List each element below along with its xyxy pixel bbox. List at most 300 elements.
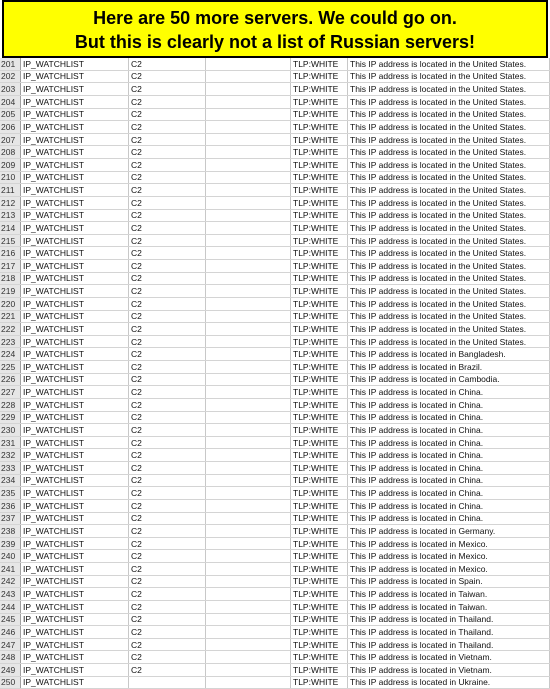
tlp-cell[interactable]: TLP:WHITE: [291, 323, 348, 336]
row-number-header[interactable]: 233: [0, 462, 21, 475]
tlp-cell[interactable]: TLP:WHITE: [291, 159, 348, 172]
empty-cell[interactable]: [206, 436, 291, 449]
row-number-header[interactable]: 201: [0, 58, 21, 70]
row-number-header[interactable]: 223: [0, 335, 21, 348]
type-cell[interactable]: C2: [129, 373, 206, 386]
row-number-header[interactable]: 228: [0, 398, 21, 411]
row-number-header[interactable]: 220: [0, 297, 21, 310]
empty-cell[interactable]: [206, 525, 291, 538]
tlp-cell[interactable]: TLP:WHITE: [291, 613, 348, 626]
type-cell[interactable]: C2: [129, 95, 206, 108]
empty-cell[interactable]: [206, 361, 291, 374]
tlp-cell[interactable]: TLP:WHITE: [291, 462, 348, 475]
table-row[interactable]: [0, 449, 550, 462]
empty-cell[interactable]: [206, 209, 291, 222]
indicator-cell[interactable]: IP_WATCHLIST: [21, 272, 129, 285]
description-cell[interactable]: This IP address is located in the United States.: [348, 58, 550, 70]
type-cell[interactable]: C2: [129, 499, 206, 512]
description-cell[interactable]: This IP address is located in the United States.: [348, 133, 550, 146]
description-cell[interactable]: This IP address is located in Taiwan.: [348, 600, 550, 613]
tlp-cell[interactable]: TLP:WHITE: [291, 171, 348, 184]
row-number-header[interactable]: 234: [0, 474, 21, 487]
row-number-header[interactable]: 210: [0, 171, 21, 184]
indicator-cell[interactable]: IP_WATCHLIST: [21, 146, 129, 159]
description-cell[interactable]: This IP address is located in China.: [348, 449, 550, 462]
description-cell[interactable]: This IP address is located in Bangladesh.: [348, 348, 550, 361]
type-cell[interactable]: C2: [129, 575, 206, 588]
table-row[interactable]: [0, 285, 550, 298]
indicator-cell[interactable]: IP_WATCHLIST: [21, 171, 129, 184]
tlp-cell[interactable]: TLP:WHITE: [291, 121, 348, 134]
empty-cell[interactable]: [206, 512, 291, 525]
indicator-cell[interactable]: IP_WATCHLIST: [21, 348, 129, 361]
type-cell[interactable]: C2: [129, 108, 206, 121]
indicator-cell[interactable]: IP_WATCHLIST: [21, 209, 129, 222]
tlp-cell[interactable]: TLP:WHITE: [291, 95, 348, 108]
type-cell[interactable]: C2: [129, 209, 206, 222]
row-number-header[interactable]: 248: [0, 651, 21, 664]
description-cell[interactable]: This IP address is located in the United States.: [348, 222, 550, 235]
row-number-header[interactable]: 238: [0, 525, 21, 538]
type-cell[interactable]: C2: [129, 626, 206, 639]
row-number-header[interactable]: 221: [0, 310, 21, 323]
table-row[interactable]: [0, 512, 550, 525]
tlp-cell[interactable]: TLP:WHITE: [291, 499, 348, 512]
type-cell[interactable]: C2: [129, 563, 206, 576]
indicator-cell[interactable]: IP_WATCHLIST: [21, 424, 129, 437]
table-row[interactable]: [0, 575, 550, 588]
tlp-cell[interactable]: TLP:WHITE: [291, 575, 348, 588]
description-cell[interactable]: This IP address is located in Vietnam.: [348, 664, 550, 677]
table-row[interactable]: [0, 411, 550, 424]
type-cell[interactable]: C2: [129, 638, 206, 651]
type-cell[interactable]: C2: [129, 196, 206, 209]
row-number-header[interactable]: 215: [0, 234, 21, 247]
description-cell[interactable]: This IP address is located in China.: [348, 411, 550, 424]
empty-cell[interactable]: [206, 70, 291, 83]
indicator-cell[interactable]: IP_WATCHLIST: [21, 449, 129, 462]
type-cell[interactable]: C2: [129, 386, 206, 399]
empty-cell[interactable]: [206, 285, 291, 298]
row-number-header[interactable]: 239: [0, 537, 21, 550]
tlp-cell[interactable]: TLP:WHITE: [291, 600, 348, 613]
table-row[interactable]: [0, 361, 550, 374]
indicator-cell[interactable]: IP_WATCHLIST: [21, 651, 129, 664]
empty-cell[interactable]: [206, 398, 291, 411]
row-number-header[interactable]: 243: [0, 588, 21, 601]
type-cell[interactable]: C2: [129, 335, 206, 348]
description-cell[interactable]: This IP address is located in Vietnam.: [348, 651, 550, 664]
indicator-cell[interactable]: IP_WATCHLIST: [21, 133, 129, 146]
description-cell[interactable]: This IP address is located in the United States.: [348, 146, 550, 159]
table-row[interactable]: [0, 373, 550, 386]
description-cell[interactable]: This IP address is located in the United States.: [348, 159, 550, 172]
tlp-cell[interactable]: TLP:WHITE: [291, 474, 348, 487]
description-cell[interactable]: This IP address is located in the United States.: [348, 121, 550, 134]
tlp-cell[interactable]: TLP:WHITE: [291, 563, 348, 576]
empty-cell[interactable]: [206, 222, 291, 235]
row-number-header[interactable]: 224: [0, 348, 21, 361]
table-row[interactable]: [0, 196, 550, 209]
type-cell[interactable]: C2: [129, 361, 206, 374]
description-cell[interactable]: This IP address is located in Brazil.: [348, 361, 550, 374]
tlp-cell[interactable]: TLP:WHITE: [291, 525, 348, 538]
table-row[interactable]: [0, 108, 550, 121]
empty-cell[interactable]: [206, 184, 291, 197]
description-cell[interactable]: This IP address is located in Mexico.: [348, 550, 550, 563]
row-number-header[interactable]: 203: [0, 83, 21, 96]
tlp-cell[interactable]: TLP:WHITE: [291, 386, 348, 399]
row-number-header[interactable]: 212: [0, 196, 21, 209]
empty-cell[interactable]: [206, 386, 291, 399]
indicator-cell[interactable]: IP_WATCHLIST: [21, 373, 129, 386]
empty-cell[interactable]: [206, 588, 291, 601]
empty-cell[interactable]: [206, 335, 291, 348]
table-row[interactable]: [0, 297, 550, 310]
type-cell[interactable]: C2: [129, 121, 206, 134]
table-row[interactable]: [0, 335, 550, 348]
table-row[interactable]: [0, 121, 550, 134]
table-row[interactable]: [0, 58, 550, 70]
table-row[interactable]: [0, 424, 550, 437]
tlp-cell[interactable]: TLP:WHITE: [291, 436, 348, 449]
description-cell[interactable]: This IP address is located in Mexico.: [348, 537, 550, 550]
tlp-cell[interactable]: TLP:WHITE: [291, 626, 348, 639]
row-number-header[interactable]: 246: [0, 626, 21, 639]
row-number-header[interactable]: 216: [0, 247, 21, 260]
empty-cell[interactable]: [206, 247, 291, 260]
row-number-header[interactable]: 237: [0, 512, 21, 525]
tlp-cell[interactable]: TLP:WHITE: [291, 285, 348, 298]
row-number-header[interactable]: 214: [0, 222, 21, 235]
description-cell[interactable]: This IP address is located in China.: [348, 436, 550, 449]
description-cell[interactable]: This IP address is located in China.: [348, 512, 550, 525]
type-cell[interactable]: C2: [129, 424, 206, 437]
indicator-cell[interactable]: IP_WATCHLIST: [21, 537, 129, 550]
indicator-cell[interactable]: IP_WATCHLIST: [21, 323, 129, 336]
empty-cell[interactable]: [206, 373, 291, 386]
type-cell[interactable]: C2: [129, 487, 206, 500]
type-cell[interactable]: C2: [129, 83, 206, 96]
tlp-cell[interactable]: TLP:WHITE: [291, 133, 348, 146]
row-number-header[interactable]: 219: [0, 285, 21, 298]
description-cell[interactable]: This IP address is located in the United States.: [348, 247, 550, 260]
indicator-cell[interactable]: IP_WATCHLIST: [21, 499, 129, 512]
empty-cell[interactable]: [206, 676, 291, 689]
row-number-header[interactable]: 222: [0, 323, 21, 336]
row-number-header[interactable]: 206: [0, 121, 21, 134]
tlp-cell[interactable]: TLP:WHITE: [291, 272, 348, 285]
description-cell[interactable]: This IP address is located in the United States.: [348, 83, 550, 96]
tlp-cell[interactable]: TLP:WHITE: [291, 234, 348, 247]
description-cell[interactable]: This IP address is located in Cambodia.: [348, 373, 550, 386]
tlp-cell[interactable]: TLP:WHITE: [291, 638, 348, 651]
tlp-cell[interactable]: TLP:WHITE: [291, 550, 348, 563]
empty-cell[interactable]: [206, 108, 291, 121]
empty-cell[interactable]: [206, 575, 291, 588]
indicator-cell[interactable]: IP_WATCHLIST: [21, 676, 129, 689]
empty-cell[interactable]: [206, 58, 291, 70]
indicator-cell[interactable]: IP_WATCHLIST: [21, 184, 129, 197]
description-cell[interactable]: This IP address is located in the United States.: [348, 171, 550, 184]
description-cell[interactable]: This IP address is located in the United States.: [348, 297, 550, 310]
indicator-cell[interactable]: IP_WATCHLIST: [21, 310, 129, 323]
tlp-cell[interactable]: TLP:WHITE: [291, 449, 348, 462]
description-cell[interactable]: This IP address is located in the United States.: [348, 310, 550, 323]
description-cell[interactable]: This IP address is located in China.: [348, 424, 550, 437]
table-row[interactable]: [0, 83, 550, 96]
empty-cell[interactable]: [206, 260, 291, 273]
indicator-cell[interactable]: IP_WATCHLIST: [21, 436, 129, 449]
row-number-header[interactable]: 232: [0, 449, 21, 462]
empty-cell[interactable]: [206, 499, 291, 512]
row-number-header[interactable]: 231: [0, 436, 21, 449]
table-row[interactable]: [0, 626, 550, 639]
indicator-cell[interactable]: IP_WATCHLIST: [21, 159, 129, 172]
type-cell[interactable]: C2: [129, 146, 206, 159]
type-cell[interactable]: C2: [129, 525, 206, 538]
empty-cell[interactable]: [206, 196, 291, 209]
tlp-cell[interactable]: TLP:WHITE: [291, 310, 348, 323]
indicator-cell[interactable]: IP_WATCHLIST: [21, 70, 129, 83]
empty-cell[interactable]: [206, 348, 291, 361]
indicator-cell[interactable]: IP_WATCHLIST: [21, 234, 129, 247]
empty-cell[interactable]: [206, 651, 291, 664]
row-number-header[interactable]: 209: [0, 159, 21, 172]
type-cell[interactable]: C2: [129, 512, 206, 525]
tlp-cell[interactable]: TLP:WHITE: [291, 487, 348, 500]
indicator-cell[interactable]: IP_WATCHLIST: [21, 108, 129, 121]
indicator-cell[interactable]: IP_WATCHLIST: [21, 588, 129, 601]
description-cell[interactable]: This IP address is located in the United States.: [348, 184, 550, 197]
tlp-cell[interactable]: TLP:WHITE: [291, 373, 348, 386]
tlp-cell[interactable]: TLP:WHITE: [291, 676, 348, 689]
description-cell[interactable]: This IP address is located in China.: [348, 398, 550, 411]
tlp-cell[interactable]: TLP:WHITE: [291, 411, 348, 424]
tlp-cell[interactable]: TLP:WHITE: [291, 335, 348, 348]
type-cell[interactable]: C2: [129, 297, 206, 310]
empty-cell[interactable]: [206, 600, 291, 613]
description-cell[interactable]: This IP address is located in China.: [348, 474, 550, 487]
empty-cell[interactable]: [206, 462, 291, 475]
indicator-cell[interactable]: IP_WATCHLIST: [21, 121, 129, 134]
table-row[interactable]: [0, 613, 550, 626]
empty-cell[interactable]: [206, 411, 291, 424]
indicator-cell[interactable]: IP_WATCHLIST: [21, 222, 129, 235]
table-row[interactable]: [0, 209, 550, 222]
type-cell[interactable]: C2: [129, 436, 206, 449]
table-row[interactable]: [0, 70, 550, 83]
table-row[interactable]: [0, 398, 550, 411]
empty-cell[interactable]: [206, 424, 291, 437]
indicator-cell[interactable]: IP_WATCHLIST: [21, 600, 129, 613]
description-cell[interactable]: This IP address is located in China.: [348, 462, 550, 475]
row-number-header[interactable]: 250: [0, 676, 21, 689]
type-cell[interactable]: C2: [129, 70, 206, 83]
row-number-header[interactable]: 208: [0, 146, 21, 159]
tlp-cell[interactable]: TLP:WHITE: [291, 424, 348, 437]
row-number-header[interactable]: 244: [0, 600, 21, 613]
table-row[interactable]: [0, 664, 550, 677]
type-cell[interactable]: C2: [129, 222, 206, 235]
empty-cell[interactable]: [206, 121, 291, 134]
table-row[interactable]: [0, 563, 550, 576]
indicator-cell[interactable]: IP_WATCHLIST: [21, 335, 129, 348]
description-cell[interactable]: This IP address is located in the United States.: [348, 272, 550, 285]
row-number-header[interactable]: 225: [0, 361, 21, 374]
type-cell[interactable]: C2: [129, 474, 206, 487]
indicator-cell[interactable]: IP_WATCHLIST: [21, 58, 129, 70]
table-row[interactable]: [0, 247, 550, 260]
table-row[interactable]: [0, 638, 550, 651]
tlp-cell[interactable]: TLP:WHITE: [291, 348, 348, 361]
indicator-cell[interactable]: IP_WATCHLIST: [21, 487, 129, 500]
row-number-header[interactable]: 217: [0, 260, 21, 273]
tlp-cell[interactable]: TLP:WHITE: [291, 664, 348, 677]
description-cell[interactable]: This IP address is located in the United States.: [348, 95, 550, 108]
tlp-cell[interactable]: TLP:WHITE: [291, 398, 348, 411]
tlp-cell[interactable]: TLP:WHITE: [291, 537, 348, 550]
description-cell[interactable]: This IP address is located in China.: [348, 499, 550, 512]
empty-cell[interactable]: [206, 146, 291, 159]
indicator-cell[interactable]: IP_WATCHLIST: [21, 638, 129, 651]
tlp-cell[interactable]: TLP:WHITE: [291, 361, 348, 374]
indicator-cell[interactable]: IP_WATCHLIST: [21, 474, 129, 487]
description-cell[interactable]: This IP address is located in the United States.: [348, 234, 550, 247]
indicator-cell[interactable]: IP_WATCHLIST: [21, 462, 129, 475]
empty-cell[interactable]: [206, 537, 291, 550]
table-row[interactable]: [0, 171, 550, 184]
empty-cell[interactable]: [206, 638, 291, 651]
empty-cell[interactable]: [206, 487, 291, 500]
tlp-cell[interactable]: TLP:WHITE: [291, 146, 348, 159]
tlp-cell[interactable]: TLP:WHITE: [291, 58, 348, 70]
empty-cell[interactable]: [206, 133, 291, 146]
indicator-cell[interactable]: IP_WATCHLIST: [21, 247, 129, 260]
empty-cell[interactable]: [206, 449, 291, 462]
tlp-cell[interactable]: TLP:WHITE: [291, 209, 348, 222]
row-number-header[interactable]: 240: [0, 550, 21, 563]
table-row[interactable]: [0, 499, 550, 512]
empty-cell[interactable]: [206, 613, 291, 626]
type-cell[interactable]: C2: [129, 600, 206, 613]
empty-cell[interactable]: [206, 159, 291, 172]
type-cell[interactable]: C2: [129, 323, 206, 336]
type-cell[interactable]: C2: [129, 588, 206, 601]
table-row[interactable]: [0, 234, 550, 247]
empty-cell[interactable]: [206, 323, 291, 336]
description-cell[interactable]: This IP address is located in the United States.: [348, 335, 550, 348]
type-cell[interactable]: C2: [129, 348, 206, 361]
tlp-cell[interactable]: TLP:WHITE: [291, 70, 348, 83]
indicator-cell[interactable]: IP_WATCHLIST: [21, 512, 129, 525]
description-cell[interactable]: This IP address is located in Taiwan.: [348, 588, 550, 601]
tlp-cell[interactable]: TLP:WHITE: [291, 108, 348, 121]
tlp-cell[interactable]: TLP:WHITE: [291, 512, 348, 525]
type-cell[interactable]: C2: [129, 260, 206, 273]
description-cell[interactable]: This IP address is located in China.: [348, 487, 550, 500]
type-cell[interactable]: C2: [129, 411, 206, 424]
empty-cell[interactable]: [206, 563, 291, 576]
tlp-cell[interactable]: TLP:WHITE: [291, 588, 348, 601]
description-cell[interactable]: This IP address is located in Mexico.: [348, 563, 550, 576]
indicator-cell[interactable]: IP_WATCHLIST: [21, 398, 129, 411]
row-number-header[interactable]: 247: [0, 638, 21, 651]
table-row[interactable]: [0, 436, 550, 449]
indicator-cell[interactable]: IP_WATCHLIST: [21, 613, 129, 626]
table-row[interactable]: [0, 159, 550, 172]
tlp-cell[interactable]: TLP:WHITE: [291, 297, 348, 310]
indicator-cell[interactable]: IP_WATCHLIST: [21, 297, 129, 310]
tlp-cell[interactable]: TLP:WHITE: [291, 196, 348, 209]
table-row[interactable]: [0, 133, 550, 146]
table-row[interactable]: [0, 474, 550, 487]
empty-cell[interactable]: [206, 310, 291, 323]
description-cell[interactable]: This IP address is located in Thailand.: [348, 613, 550, 626]
empty-cell[interactable]: [206, 95, 291, 108]
indicator-cell[interactable]: IP_WATCHLIST: [21, 260, 129, 273]
tlp-cell[interactable]: TLP:WHITE: [291, 184, 348, 197]
type-cell[interactable]: C2: [129, 272, 206, 285]
tlp-cell[interactable]: TLP:WHITE: [291, 651, 348, 664]
indicator-cell[interactable]: IP_WATCHLIST: [21, 626, 129, 639]
row-number-header[interactable]: 227: [0, 386, 21, 399]
row-number-header[interactable]: 213: [0, 209, 21, 222]
empty-cell[interactable]: [206, 272, 291, 285]
indicator-cell[interactable]: IP_WATCHLIST: [21, 386, 129, 399]
table-row[interactable]: [0, 310, 550, 323]
table-row[interactable]: [0, 600, 550, 613]
indicator-cell[interactable]: IP_WATCHLIST: [21, 664, 129, 677]
indicator-cell[interactable]: IP_WATCHLIST: [21, 361, 129, 374]
type-cell[interactable]: C2: [129, 651, 206, 664]
indicator-cell[interactable]: IP_WATCHLIST: [21, 550, 129, 563]
type-cell[interactable]: C2: [129, 247, 206, 260]
empty-cell[interactable]: [206, 234, 291, 247]
description-cell[interactable]: This IP address is located in the United States.: [348, 285, 550, 298]
row-number-header[interactable]: 245: [0, 613, 21, 626]
indicator-cell[interactable]: IP_WATCHLIST: [21, 525, 129, 538]
empty-cell[interactable]: [206, 626, 291, 639]
description-cell[interactable]: This IP address is located in Spain.: [348, 575, 550, 588]
row-number-header[interactable]: 207: [0, 133, 21, 146]
type-cell[interactable]: C2: [129, 58, 206, 70]
indicator-cell[interactable]: IP_WATCHLIST: [21, 196, 129, 209]
type-cell[interactable]: C2: [129, 285, 206, 298]
description-cell[interactable]: This IP address is located in Thailand.: [348, 638, 550, 651]
indicator-cell[interactable]: IP_WATCHLIST: [21, 411, 129, 424]
type-cell[interactable]: C2: [129, 537, 206, 550]
row-number-header[interactable]: 242: [0, 575, 21, 588]
table-row[interactable]: [0, 676, 550, 689]
type-cell[interactable]: C2: [129, 234, 206, 247]
description-cell[interactable]: This IP address is located in Thailand.: [348, 626, 550, 639]
table-row[interactable]: [0, 348, 550, 361]
type-cell[interactable]: C2: [129, 310, 206, 323]
row-number-header[interactable]: 249: [0, 664, 21, 677]
row-number-header[interactable]: 230: [0, 424, 21, 437]
description-cell[interactable]: This IP address is located in the United States.: [348, 108, 550, 121]
table-row[interactable]: [0, 272, 550, 285]
row-number-header[interactable]: 229: [0, 411, 21, 424]
tlp-cell[interactable]: TLP:WHITE: [291, 260, 348, 273]
row-number-header[interactable]: 226: [0, 373, 21, 386]
description-cell[interactable]: This IP address is located in Ukraine.: [348, 676, 550, 689]
table-row[interactable]: [0, 525, 550, 538]
type-cell[interactable]: C2: [129, 613, 206, 626]
description-cell[interactable]: This IP address is located in China.: [348, 386, 550, 399]
tlp-cell[interactable]: TLP:WHITE: [291, 247, 348, 260]
